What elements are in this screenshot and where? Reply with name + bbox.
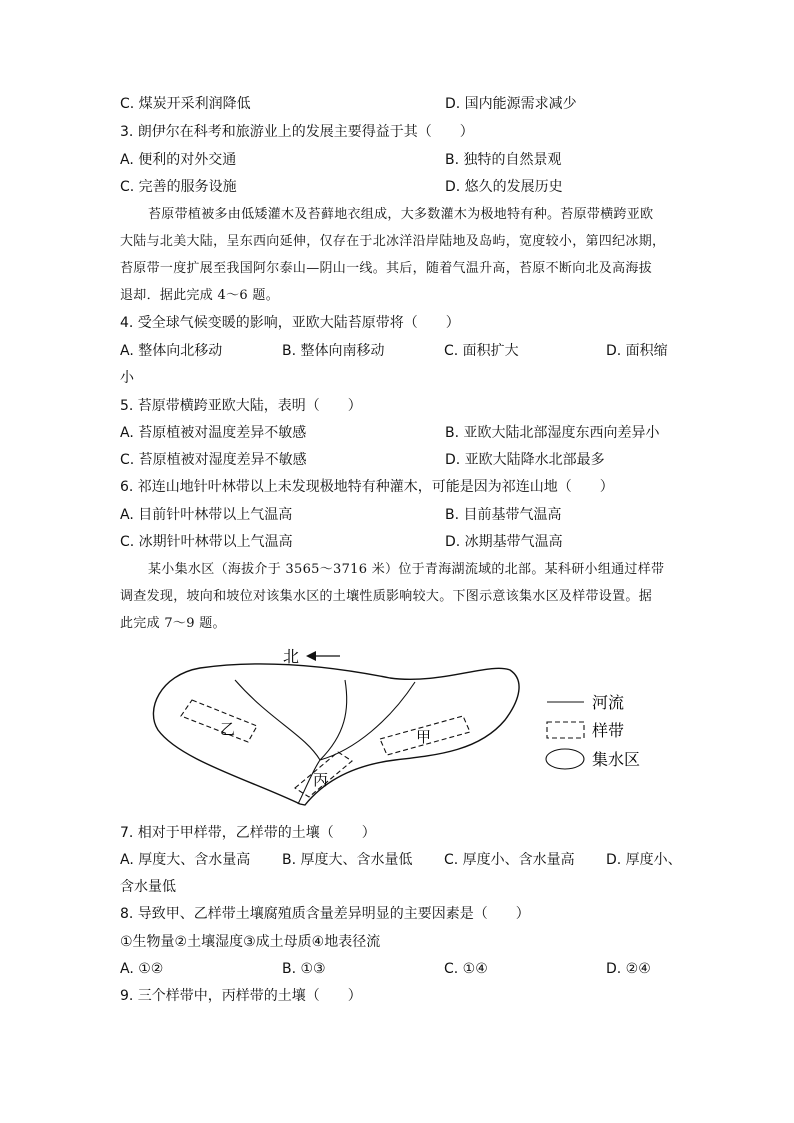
q4-option-d-wrap: 小	[120, 370, 134, 386]
passage-1-line-2: 大陆与北美大陆，呈东西向延伸，仅存在于北冰洋沿岸陆地及岛屿，宽度较小，第四纪冰期，	[120, 234, 666, 249]
legend-strip-swatch	[547, 722, 584, 738]
passage-2-line-2: 调查发现，坡向和坡位对该集水区的土壤性质影响较大。下图示意该集水区及样带设置。据	[120, 589, 653, 604]
north-label: 北	[283, 647, 300, 666]
river-branch-right	[320, 682, 415, 760]
catchment-boundary	[153, 664, 519, 805]
legend-strip: 样带	[592, 721, 625, 740]
question-7: 7. 相对于甲样带，乙样带的土壤（ ）	[120, 825, 376, 841]
question-5: 5. 苔原带横跨亚欧大陆，表明（ ）	[120, 398, 362, 414]
q7-option-d-wrap: 含水量低	[120, 879, 176, 895]
passage-2-line-3: 此完成 7～9 题。	[120, 616, 226, 631]
q3-option-b: B. 独特的自然景观	[445, 152, 562, 168]
passage-1-line-4: 退却．据此完成 4～6 题。	[120, 288, 280, 303]
q4-option-d: D. 面积缩	[606, 343, 668, 359]
q7-option-d: D. 厚度小、	[606, 852, 682, 868]
q8-statements: ①生物量②土壤湿度③成土母质④地表径流	[120, 934, 381, 950]
q5-option-c: C. 苔原植被对湿度差异不敏感	[120, 452, 307, 468]
passage-1-line-3: 苔原带一度扩展至我国阿尔泰山—阴山一线。其后，随着气温升高，苔原不断向北及高海拔	[120, 261, 653, 276]
passage-1-line-1: 苔原带植被多由低矮灌木及苔藓地衣组成，大多数灌木为极地特有种。苔原带横跨亚欧	[148, 207, 654, 222]
q8-option-b: B. ①③	[282, 961, 326, 977]
q8-option-c: C. ①④	[444, 961, 488, 977]
q8-option-d: D. ②④	[606, 961, 651, 977]
q6-option-d: D. 冰期基带气温高	[445, 534, 563, 550]
q5-option-d: D. 亚欧大陆降水北部最多	[445, 452, 605, 468]
q4-option-c: C. 面积扩大	[444, 343, 519, 359]
q7-option-c: C. 厚度小、含水量高	[444, 852, 575, 868]
legend-river: 河流	[592, 693, 625, 712]
q5-option-b: B. 亚欧大陆北部湿度东西向差异小	[445, 425, 660, 441]
question-9: 9. 三个样带中，丙样带的土壤（ ）	[120, 988, 362, 1004]
question-4: 4. 受全球气候变暖的影响，亚欧大陆苔原带将（ ）	[120, 315, 460, 331]
q3-option-a: A. 便利的对外交通	[120, 152, 237, 168]
q3-option-d: D. 悠久的发展历史	[445, 179, 563, 195]
north-arrow-icon	[306, 651, 340, 661]
question-8: 8. 导致甲、乙样带土壤腐殖质含量差异明显的主要因素是（ ）	[120, 906, 530, 922]
strip-jia-label: 甲	[416, 728, 432, 746]
legend-catchment-swatch	[546, 749, 584, 769]
q6-option-a: A. 目前针叶林带以上气温高	[120, 507, 293, 523]
q4-option-a: A. 整体向北移动	[120, 343, 223, 359]
q6-option-b: B. 目前基带气温高	[445, 507, 562, 523]
strip-yi	[181, 700, 257, 742]
passage-2-line-1: 某小集水区（海拔介于 3565～3716 米）位于青海湖流域的北部。某科研小组通过样带	[148, 562, 665, 577]
q3-option-c: C. 完善的服务设施	[120, 179, 237, 195]
question-3: 3. 朗伊尔在科考和旅游业上的发展主要得益于其（ ）	[120, 124, 474, 140]
q5-option-a: A. 苔原植被对温度差异不敏感	[120, 425, 307, 441]
strip-yi-label: 乙	[220, 720, 236, 738]
q2-option-c: C. 煤炭开采利润降低	[120, 96, 251, 112]
q7-option-a: A. 厚度大、含水量高	[120, 852, 251, 868]
legend-catchment: 集水区	[592, 750, 641, 769]
catchment-figure	[140, 640, 660, 820]
strip-bing-label: 丙	[313, 771, 329, 789]
q7-option-b: B. 厚度大、含水量低	[282, 852, 413, 868]
river-branch-left	[235, 680, 320, 760]
q6-option-c: C. 冰期针叶林带以上气温高	[120, 534, 293, 550]
river-branch-middle	[320, 680, 347, 760]
q8-option-a: A. ①②	[120, 961, 164, 977]
legend	[546, 693, 640, 769]
q4-option-b: B. 整体向南移动	[282, 343, 385, 359]
question-6: 6. 祁连山地针叶林带以上未发现极地特有种灌木，可能是因为祁连山地（ ）	[120, 479, 614, 495]
q2-option-d: D. 国内能源需求减少	[445, 96, 577, 112]
